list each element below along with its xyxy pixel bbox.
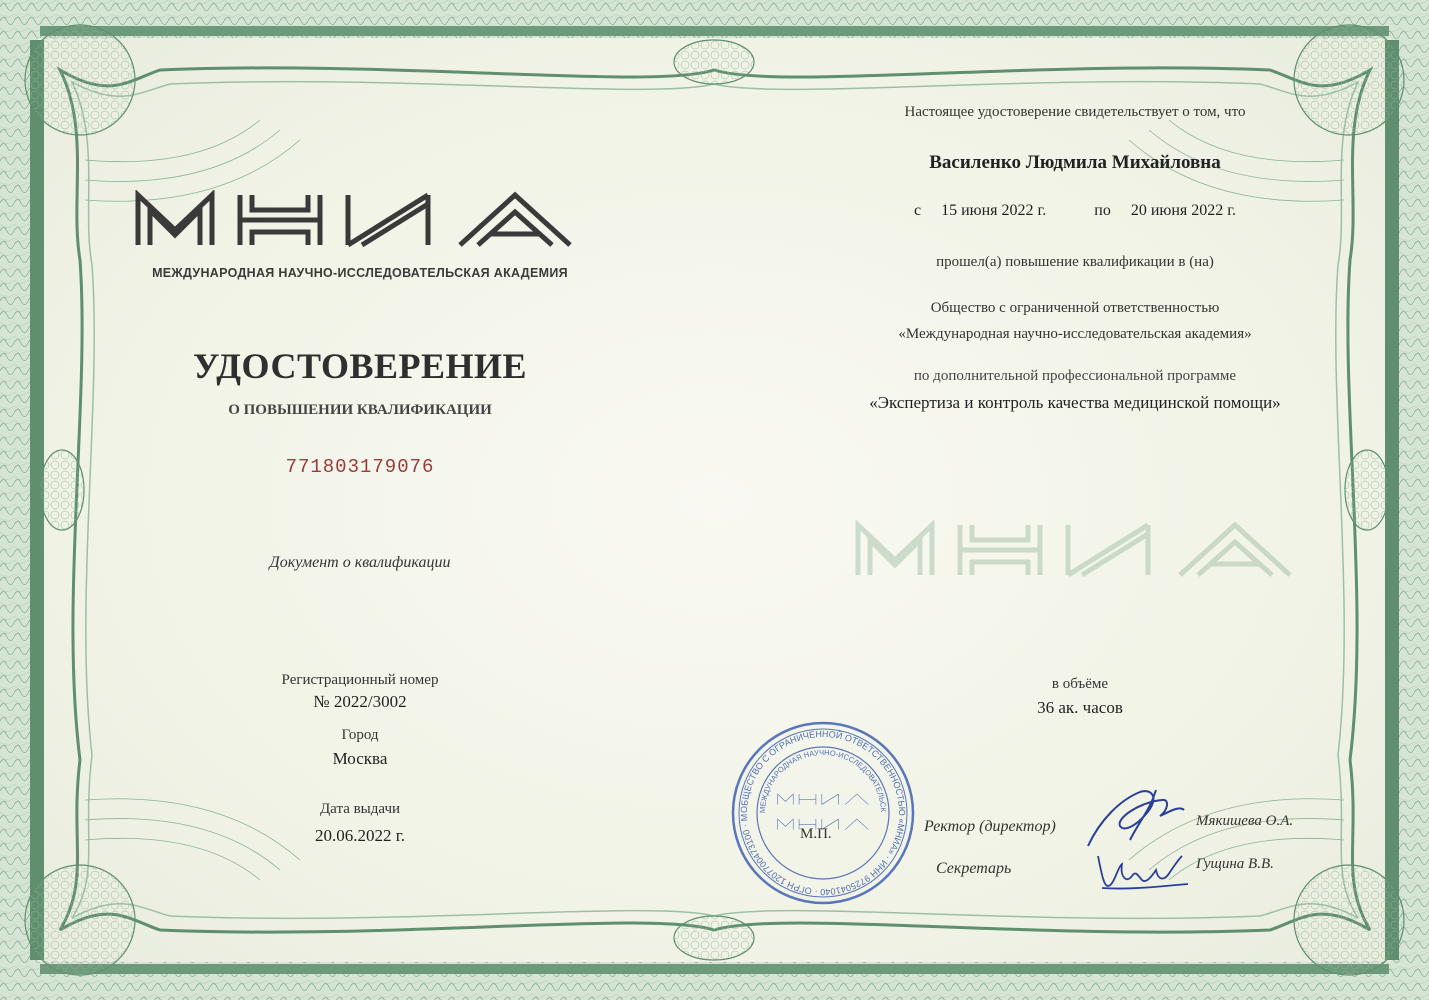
- logo: [130, 190, 590, 255]
- to-word: по: [1094, 202, 1111, 219]
- passed-text: прошел(а) повышение квалификации в (на): [936, 254, 1214, 270]
- qualification-doc-label: Документ о квалификации: [269, 554, 451, 571]
- program-name: «Экспертиза и контроль качества медицинской помощи»: [869, 393, 1281, 412]
- secretary-name: Гущина В.В.: [1196, 856, 1274, 872]
- issue-date-label: Дата выдачи: [319, 801, 401, 817]
- stamp-inner-text: МЕЖДУНАРОДНАЯ НАУЧНО-ИССЛЕДОВАТЕЛЬСК: [757, 747, 889, 814]
- logo-subtitle: МЕЖДУНАРОДНАЯ НАУЧНО-ИССЛЕДОВАТЕЛЬСКАЯ АКАДЕМИЯ: [152, 266, 568, 280]
- volume-value: 36 ак. часов: [1037, 698, 1123, 717]
- issue-date-value: 20.06.2022 г.: [314, 826, 406, 845]
- secretary-signature: [1092, 846, 1192, 896]
- program-label: по дополнительной профессиональной программе: [913, 368, 1237, 384]
- rector-name: Мякишева О.А.: [1196, 813, 1294, 829]
- to-date: 20 июня 2022 г.: [1130, 202, 1237, 219]
- date-range: [780, 202, 1370, 220]
- stamp-ring-text: ОБЩЕСТВО С ОГРАНИЧЕННОЙ ОТВЕТСТВЕННОСТЬЮ «МНИА» · ИНН 9725041040 · ОГРН 1207700473100 · М: [738, 728, 908, 898]
- reg-number-label: Регистрационный номер: [281, 672, 439, 688]
- stamp-place-label: М.П.: [800, 826, 832, 842]
- intro-text: Настоящее удостоверение свидетельствует о том, что: [904, 104, 1246, 120]
- city-value: Москва: [332, 749, 388, 768]
- rector-role: Ректор (директор): [924, 818, 1056, 835]
- document-subtitle: О ПОВЫШЕНИИ КВАЛИФИКАЦИИ: [228, 402, 492, 418]
- serial-number: 771803179076: [285, 456, 435, 478]
- org-line-2: «Международная научно-исследовательская академия»: [898, 326, 1252, 342]
- org-line-1: Общество с ограниченной ответственностью: [930, 300, 1220, 316]
- mnia-logo-mark: [130, 190, 590, 250]
- reg-number-value: № 2022/3002: [313, 692, 407, 711]
- official-stamp: [728, 718, 918, 908]
- from-date: 15 июня 2022 г.: [941, 202, 1047, 219]
- recipient-name: Василенко Людмила Михайловна: [929, 152, 1221, 173]
- from-word: с: [913, 202, 922, 219]
- mnia-watermark: [850, 520, 1310, 585]
- secretary-role: Секретарь: [936, 860, 1012, 877]
- city-label: Город: [341, 727, 379, 743]
- volume-label: в объёме: [1051, 676, 1109, 692]
- document-title: УДОСТОВЕРЕНИЕ: [192, 346, 528, 386]
